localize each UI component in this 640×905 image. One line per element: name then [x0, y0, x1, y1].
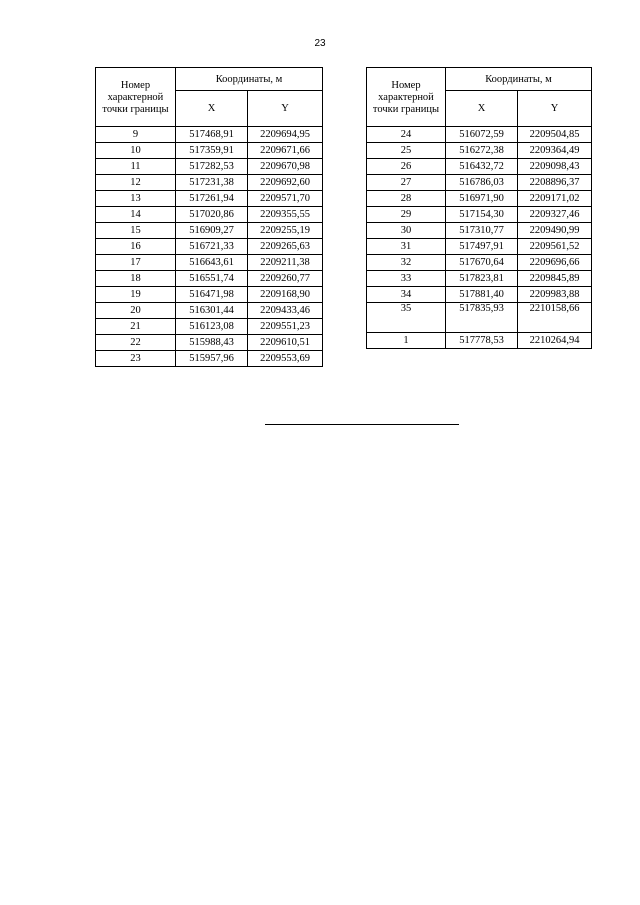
table-row — [367, 143, 592, 159]
point-number-cell: 20 — [96, 303, 176, 319]
point-number-cell: 21 — [96, 319, 176, 335]
x-coordinate-cell: 517359,91 — [176, 143, 248, 159]
y-coordinate-cell: 2209610,51 — [248, 335, 323, 351]
y-coordinate-cell: 2210264,94 — [518, 333, 592, 349]
table-row — [367, 223, 592, 239]
x-coordinate-cell: 517231,38 — [176, 175, 248, 191]
table-row — [96, 287, 323, 303]
point-number-cell: 26 — [367, 159, 446, 175]
coordinates-table-right — [366, 67, 592, 349]
x-coordinate-cell: 516432,72 — [446, 159, 518, 175]
point-number-cell: 28 — [367, 191, 446, 207]
table-row — [367, 287, 592, 303]
y-coordinate-cell: 2208896,37 — [518, 175, 592, 191]
y-coordinate-cell: 2209845,89 — [518, 271, 592, 287]
x-coordinate-cell: 516301,44 — [176, 303, 248, 319]
x-coordinate-cell: 516909,27 — [176, 223, 248, 239]
page-number: 23 — [314, 38, 326, 49]
table-row — [96, 159, 323, 175]
x-coordinate-cell: 516272,38 — [446, 143, 518, 159]
coordinates-table-left — [95, 67, 323, 367]
table-row — [96, 351, 323, 367]
point-number-cell: 24 — [367, 127, 446, 143]
point-number-cell: 27 — [367, 175, 446, 191]
y-coordinate-cell: 2209551,23 — [248, 319, 323, 335]
x-coordinate-cell: 516123,08 — [176, 319, 248, 335]
x-coordinate-cell: 517823,81 — [446, 271, 518, 287]
table-row — [367, 207, 592, 223]
point-number-cell: 29 — [367, 207, 446, 223]
x-coordinate-cell: 517778,53 — [446, 333, 518, 349]
x-coordinate-cell: 516643,61 — [176, 255, 248, 271]
y-header: Y — [518, 91, 592, 127]
point-number-cell: 17 — [96, 255, 176, 271]
end-rule — [265, 424, 459, 425]
x-coordinate-cell: 516786,03 — [446, 175, 518, 191]
y-coordinate-cell: 2209364,49 — [518, 143, 592, 159]
x-coordinate-cell: 517282,53 — [176, 159, 248, 175]
x-coordinate-cell: 517261,94 — [176, 191, 248, 207]
x-coordinate-cell: 517670,64 — [446, 255, 518, 271]
x-coordinate-cell: 515957,96 — [176, 351, 248, 367]
point-number-header: Номер характерной точки границы — [367, 68, 446, 127]
table-row — [367, 255, 592, 271]
x-coordinate-cell: 517835,93 — [446, 303, 518, 333]
y-coordinate-cell: 2209355,55 — [248, 207, 323, 223]
point-number-cell: 30 — [367, 223, 446, 239]
y-coordinate-cell: 2209490,99 — [518, 223, 592, 239]
coordinates-header: Координаты, м — [176, 68, 323, 91]
x-header: X — [446, 91, 518, 127]
table-row — [367, 127, 592, 143]
point-number-cell: 19 — [96, 287, 176, 303]
y-coordinate-cell: 2209327,46 — [518, 207, 592, 223]
table-row — [367, 271, 592, 287]
y-coordinate-cell: 2209983,88 — [518, 287, 592, 303]
x-coordinate-cell: 517881,40 — [446, 287, 518, 303]
y-coordinate-cell: 2209561,52 — [518, 239, 592, 255]
point-number-cell: 18 — [96, 271, 176, 287]
point-number-cell: 14 — [96, 207, 176, 223]
point-number-cell: 9 — [96, 127, 176, 143]
table-row — [96, 127, 323, 143]
y-coordinate-cell: 2210158,66 — [518, 303, 592, 333]
y-coordinate-cell: 2209694,95 — [248, 127, 323, 143]
y-coordinate-cell: 2209571,70 — [248, 191, 323, 207]
y-coordinate-cell: 2209433,46 — [248, 303, 323, 319]
table-row — [367, 239, 592, 255]
y-coordinate-cell: 2209260,77 — [248, 271, 323, 287]
x-coordinate-cell: 515988,43 — [176, 335, 248, 351]
x-coordinate-cell: 516072,59 — [446, 127, 518, 143]
y-coordinate-cell: 2209098,43 — [518, 159, 592, 175]
table-row — [96, 239, 323, 255]
point-number-cell: 31 — [367, 239, 446, 255]
table-row — [367, 191, 592, 207]
table-row — [367, 159, 592, 175]
table-row — [96, 223, 323, 239]
x-coordinate-cell: 516551,74 — [176, 271, 248, 287]
point-number-cell: 25 — [367, 143, 446, 159]
table-row — [96, 255, 323, 271]
x-header: X — [176, 91, 248, 127]
y-coordinate-cell: 2209504,85 — [518, 127, 592, 143]
x-coordinate-cell: 516721,33 — [176, 239, 248, 255]
point-number-cell: 13 — [96, 191, 176, 207]
y-header: Y — [248, 91, 323, 127]
point-number-cell: 11 — [96, 159, 176, 175]
x-coordinate-cell: 516471,98 — [176, 287, 248, 303]
y-coordinate-cell: 2209211,38 — [248, 255, 323, 271]
y-coordinate-cell: 2209670,98 — [248, 159, 323, 175]
point-number-cell: 23 — [96, 351, 176, 367]
y-coordinate-cell: 2209692,60 — [248, 175, 323, 191]
point-number-cell: 1 — [367, 333, 446, 349]
table-row — [96, 207, 323, 223]
x-coordinate-cell: 517020,86 — [176, 207, 248, 223]
table-row — [367, 303, 592, 333]
x-coordinate-cell: 517468,91 — [176, 127, 248, 143]
point-number-cell: 16 — [96, 239, 176, 255]
point-number-cell: 22 — [96, 335, 176, 351]
x-coordinate-cell: 517154,30 — [446, 207, 518, 223]
y-coordinate-cell: 2209696,66 — [518, 255, 592, 271]
table-row — [96, 191, 323, 207]
y-coordinate-cell: 2209265,63 — [248, 239, 323, 255]
table-row — [96, 271, 323, 287]
x-coordinate-cell: 517497,91 — [446, 239, 518, 255]
table-row — [96, 143, 323, 159]
table-row — [96, 303, 323, 319]
point-number-cell: 33 — [367, 271, 446, 287]
point-number-cell: 35 — [367, 303, 446, 333]
point-number-cell: 34 — [367, 287, 446, 303]
point-number-cell: 32 — [367, 255, 446, 271]
y-coordinate-cell: 2209671,66 — [248, 143, 323, 159]
coordinates-header: Координаты, м — [446, 68, 592, 91]
point-number-cell: 15 — [96, 223, 176, 239]
x-coordinate-cell: 516971,90 — [446, 191, 518, 207]
table-row — [96, 175, 323, 191]
point-number-header: Номер характерной точки границы — [96, 68, 176, 127]
table-row — [367, 175, 592, 191]
table-row — [367, 333, 592, 349]
table-row — [96, 319, 323, 335]
y-coordinate-cell: 2209168,90 — [248, 287, 323, 303]
point-number-cell: 10 — [96, 143, 176, 159]
y-coordinate-cell: 2209553,69 — [248, 351, 323, 367]
point-number-cell: 12 — [96, 175, 176, 191]
y-coordinate-cell: 2209255,19 — [248, 223, 323, 239]
y-coordinate-cell: 2209171,02 — [518, 191, 592, 207]
table-row — [96, 335, 323, 351]
x-coordinate-cell: 517310,77 — [446, 223, 518, 239]
